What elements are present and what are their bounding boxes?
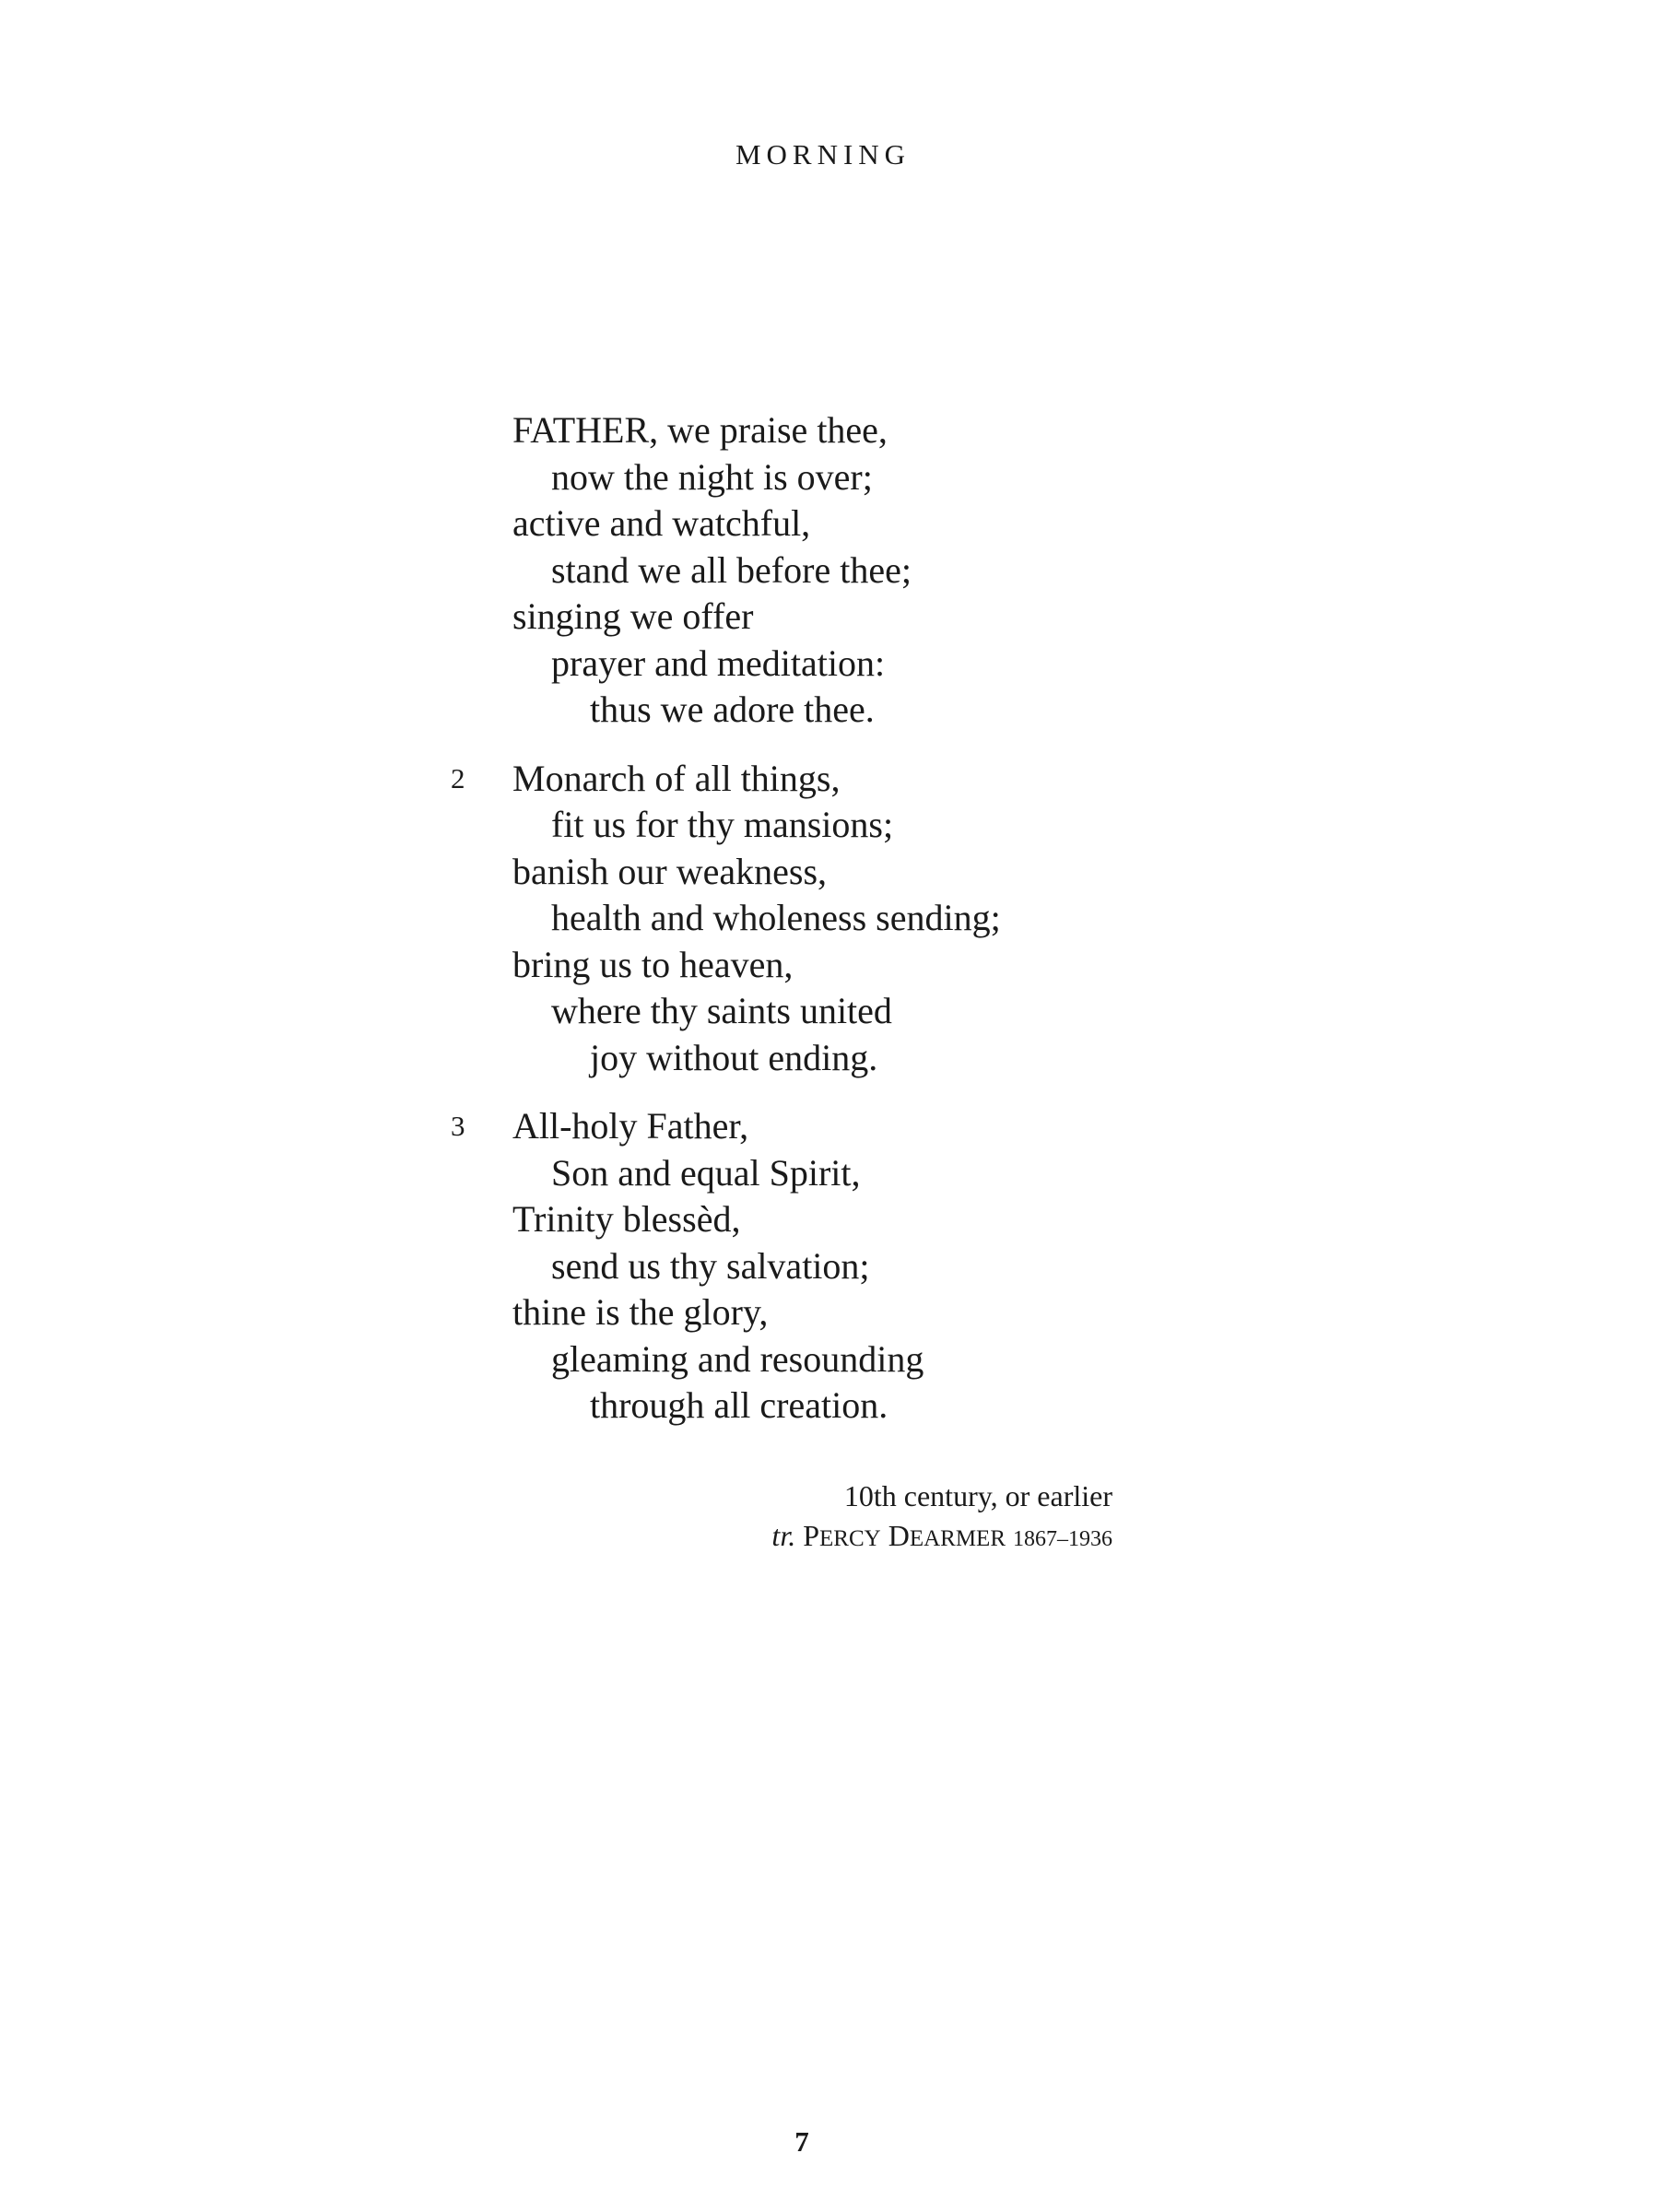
verse-line: bring us to heaven,: [512, 943, 794, 985]
verse-line: thus we adore thee.: [590, 688, 875, 730]
translator-last-rest: EARMER: [909, 1526, 1006, 1551]
verse: [512, 407, 1001, 734]
verse: [451, 756, 1001, 1082]
attribution-source: 10th century, or earlier: [843, 1479, 1112, 1512]
translator-last-initial: D: [888, 1519, 910, 1552]
verse-line: singing we offer: [512, 595, 754, 637]
verse-line: fit us for thy mansions;: [551, 804, 894, 845]
translator-prefix: tr.: [771, 1519, 796, 1552]
page-number: 7: [794, 2125, 809, 2158]
verse-line: active and watchful,: [512, 502, 811, 544]
verse-line: Trinity blessèd,: [512, 1198, 741, 1240]
verse-line: banish our weakness,: [512, 850, 828, 892]
verse-line: Monarch of all things,: [512, 757, 841, 799]
verse-line: through all creation.: [590, 1384, 888, 1426]
verse-line: joy without ending.: [590, 1036, 878, 1078]
attribution: [771, 1477, 1112, 1559]
verse-line: health and wholeness sending;: [551, 897, 1001, 938]
verse-line: thine is the glory,: [512, 1291, 769, 1333]
verse-line: FATHER, we praise thee,: [512, 409, 888, 451]
verse: [451, 1103, 1001, 1430]
verse-line: gleaming and resounding: [551, 1337, 924, 1380]
translator-first-initial: P: [803, 1519, 820, 1552]
translator-first-rest: ERCY: [819, 1526, 881, 1551]
attribution-translator: [771, 1516, 1112, 1559]
verse-line: Son and equal Spirit,: [551, 1151, 861, 1194]
verse-line: where thy saints united: [551, 990, 892, 1031]
verse-line: All-holy Father,: [512, 1105, 749, 1147]
verse-line: stand we all before thee;: [551, 548, 912, 591]
verse-line: now the night is over;: [551, 455, 873, 498]
running-heading: MORNING: [735, 138, 912, 171]
verse-line: prayer and meditation:: [551, 641, 886, 684]
translator-name: [803, 1519, 1006, 1552]
translator-dates: 1867–1936: [1013, 1527, 1112, 1551]
verse-number: 2: [451, 761, 465, 794]
verse-line: send us thy salvation;: [551, 1244, 870, 1287]
verse-number: 3: [451, 1110, 465, 1142]
hymn-text: [451, 407, 1001, 1452]
